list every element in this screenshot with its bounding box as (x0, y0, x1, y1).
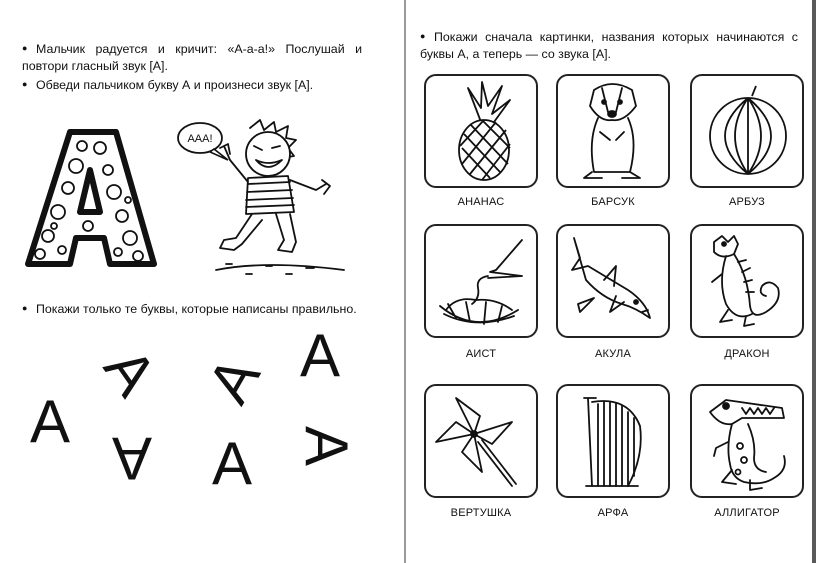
instruction-show-pictures: ● Покажи сначала картинки, названия которых начинаются с буквы А, а теперь — со звука [А]. (420, 30, 798, 61)
pineapple-icon (426, 76, 536, 186)
right-page (406, 0, 816, 563)
dotted-letter-a-icon[interactable] (18, 126, 160, 272)
letter-a-rotated-1[interactable]: A (91, 336, 170, 408)
letter-a-upright-3[interactable]: A (212, 430, 253, 497)
letter-a-upside-down[interactable]: A (112, 425, 153, 492)
card-shark[interactable] (556, 224, 670, 338)
letter-a-upright-1[interactable]: A (30, 388, 71, 455)
pinwheel-icon (426, 386, 536, 496)
instruction-trace: ● Обведи пальчиком букву А и произнеси звук [А]. (22, 78, 314, 92)
card-harp[interactable] (556, 384, 670, 498)
card-alligator[interactable] (690, 384, 804, 498)
watermelon-icon (692, 76, 802, 186)
letter-a-upright-2[interactable]: A (300, 322, 341, 389)
bullet-icon: ● (22, 43, 28, 53)
card-watermelon[interactable] (690, 74, 804, 188)
card-pinwheel[interactable] (424, 384, 538, 498)
card-stork[interactable] (424, 224, 538, 338)
card-badger[interactable] (556, 74, 670, 188)
alligator-icon (692, 386, 802, 496)
card-label-shark: АКУЛА (594, 348, 632, 360)
instruction-listen: ● Мальчик радуется и кричит: «А-а-а!» Послушай и повтори гласный звук [А]. (22, 42, 362, 73)
letter-a-sideways[interactable]: A (293, 425, 361, 467)
badger-icon (558, 76, 668, 186)
stork-icon (426, 226, 536, 336)
card-label-stork: АИСТ (465, 348, 497, 360)
harp-icon (558, 386, 668, 496)
letter-a-rotated-2[interactable]: A (194, 345, 273, 414)
page-edge (812, 0, 816, 563)
bullet-icon: ● (22, 303, 28, 313)
card-label-dragon: ДРАКОН (724, 348, 770, 360)
bullet-icon: ● (22, 79, 28, 89)
card-label-alligator: АЛЛИГАТОР (714, 507, 780, 519)
left-page (0, 0, 404, 563)
card-pineapple[interactable] (424, 74, 538, 188)
card-label-harp: АРФА (597, 507, 629, 519)
card-dragon[interactable] (690, 224, 804, 338)
card-label-watermelon: АРБУЗ (728, 196, 766, 208)
card-label-pineapple: АНАНАС (457, 196, 505, 208)
speech-bubble-text: AAA! (187, 133, 213, 145)
card-label-pinwheel: ВЕРТУШКА (450, 507, 512, 519)
bullet-icon: ● (420, 31, 426, 41)
card-label-badger: БАРСУК (591, 196, 635, 208)
dragon-icon (692, 226, 802, 336)
shouting-boy-icon (176, 116, 352, 282)
instruction-correct-letters: ● Покажи только те буквы, которые написаны правильно. (22, 302, 357, 316)
shark-icon (558, 226, 668, 336)
